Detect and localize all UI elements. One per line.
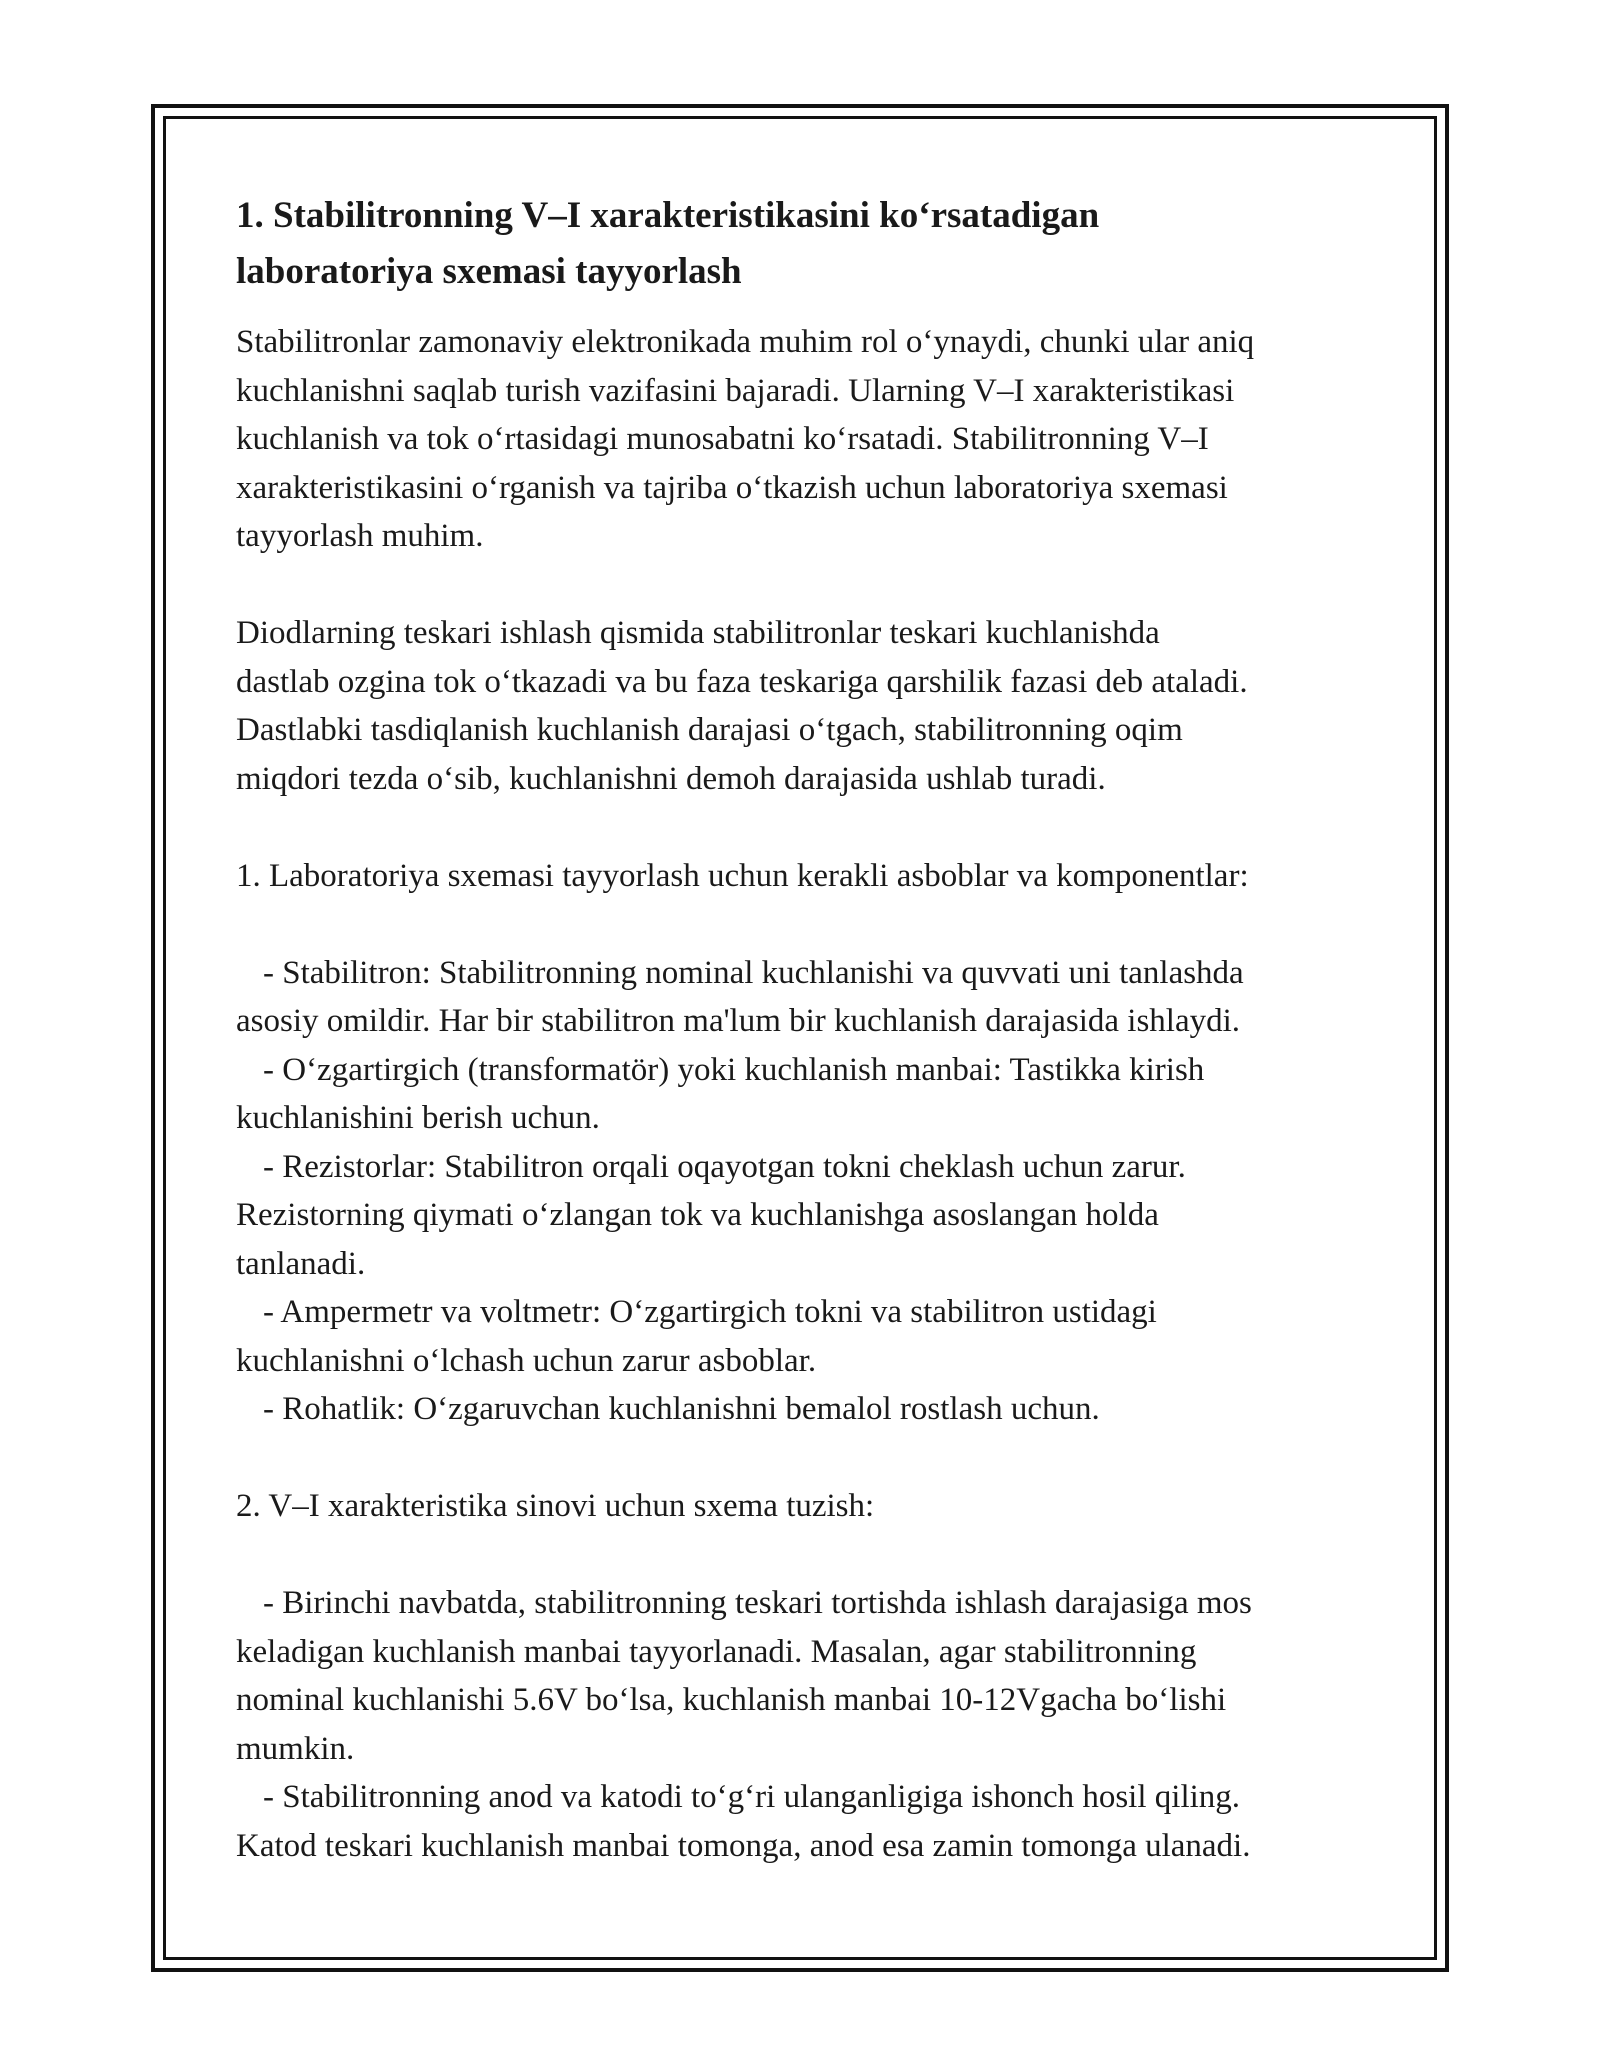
list-item [236, 1773, 1386, 1870]
text-line: miqdori tezda o‘sib, kuchlanishni demoh darajasida ushlab turadi. [236, 760, 1106, 797]
list-item-line: mumkin. [236, 1730, 355, 1767]
paragraph-spacer [236, 803, 1386, 852]
list-item-line: tanlanadi. [236, 1245, 366, 1282]
list-item [236, 1143, 1386, 1289]
text-line: kuchlanishni saqlab turish vazifasini bajaradi. Ularning V–I xarakteristikasi [236, 372, 1235, 409]
list-item-first-line: - Rohatlik: O‘zgaruvchan kuchlanishni bemalol rostlash uchun. [263, 1391, 1100, 1427]
document-title [236, 188, 1336, 300]
text-line: tayyorlash muhim. [236, 518, 484, 554]
list-item-line: Rezistorning qiymati o‘zlangan tok va kuchlanishga asoslangan holda [236, 1197, 1159, 1233]
list-item-line: keladigan kuchlanish manbai tayyorlanadi. Masalan, agar stabilitronning [236, 1633, 1197, 1670]
list-item [236, 1385, 1386, 1434]
list-item [236, 1288, 1386, 1385]
title-line: laboratoriya sxemasi tayyorlash [236, 251, 742, 292]
paragraph-spacer [236, 1434, 1386, 1483]
list-item [236, 949, 1386, 1046]
text-line: kuchlanish va tok o‘rtasidagi munosabatni ko‘rsatadi. Stabilitronning V–I [236, 421, 1209, 457]
list-item-line: nominal kuchlanishi 5.6V bo‘lsa, kuchlanish manbai 10-12Vgacha bo‘lishi [236, 1682, 1227, 1718]
reverse-operation-paragraph [236, 609, 1386, 803]
list-item [236, 1046, 1386, 1143]
text-line: Dastlabki tasdiqlanish kuchlanish darajasi o‘tgach, stabilitronning oqim [236, 712, 1183, 748]
list-item-first-line: - Stabilitronning anod va katodi to‘g‘ri ulanganligiga ishonch hosil qiling. [263, 1779, 1241, 1815]
paragraph-spacer [236, 900, 1386, 949]
text-line: Diodlarning teskari ishlash qismida stabilitronlar teskari kuchlanishda [236, 615, 1160, 651]
list-item-line: kuchlanishini berish uchun. [236, 1100, 600, 1136]
text-line: Stabilitronlar zamonaviy elektronikada muhim rol o‘ynaydi, chunki ular aniq [236, 324, 1255, 360]
intro-paragraph [236, 318, 1386, 561]
text-line: 2. V–I xarakteristika sinovi uchun sxema tuzish: [236, 1488, 875, 1524]
list-item-first-line: - O‘zgartirgich (transformatör) yoki kuchlanish manbai: Tastikka kirish [263, 1051, 1205, 1088]
list-item [236, 1579, 1386, 1773]
text-line: dastlab ozgina tok o‘tkazadi va bu faza teskariga qarshilik fazasi deb ataladi. [236, 663, 1248, 700]
section2-heading [236, 1482, 1386, 1531]
list-item-line: Katod teskari kuchlanish manbai tomonga, anod esa zamin tomonga ulanadi. [236, 1827, 1251, 1864]
list-item-line: kuchlanishni o‘lchash uchun zarur asboblar. [236, 1342, 817, 1379]
paragraph-spacer [236, 1531, 1386, 1580]
title-line: 1. Stabilitronning V–I xarakteristikasini ko‘rsatadigan [236, 195, 1100, 236]
text-line: 1. Laboratoriya sxemasi tayyorlash uchun kerakli asboblar va komponentlar: [236, 857, 1249, 894]
list-item-first-line: - Birinchi navbatda, stabilitronning teskari tortishda ishlash darajasiga mos [263, 1585, 1252, 1621]
list-item-first-line: - Rezistorlar: Stabilitron orqali oqayotgan tokni cheklash uchun zarur. [263, 1148, 1186, 1185]
section1-heading [236, 852, 1386, 901]
paragraph-spacer [236, 561, 1386, 610]
text-line: xarakteristikasini o‘rganish va tajriba o‘tkazish uchun laboratoriya sxemasi [236, 469, 1228, 506]
list-item-first-line: - Ampermetr va voltmetr: O‘zgartirgich tokni va stabilitron ustidagi [263, 1294, 1157, 1330]
section2-list [236, 1579, 1386, 1870]
list-item-line: asosiy omildir. Har bir stabilitron ma'lum bir kuchlanish darajasida ishlaydi. [236, 1003, 1241, 1039]
section1-list [236, 949, 1386, 1434]
document-body [236, 188, 1386, 1870]
list-item-first-line: - Stabilitron: Stabilitronning nominal kuchlanishi va quvvati uni tanlashda [263, 954, 1244, 991]
